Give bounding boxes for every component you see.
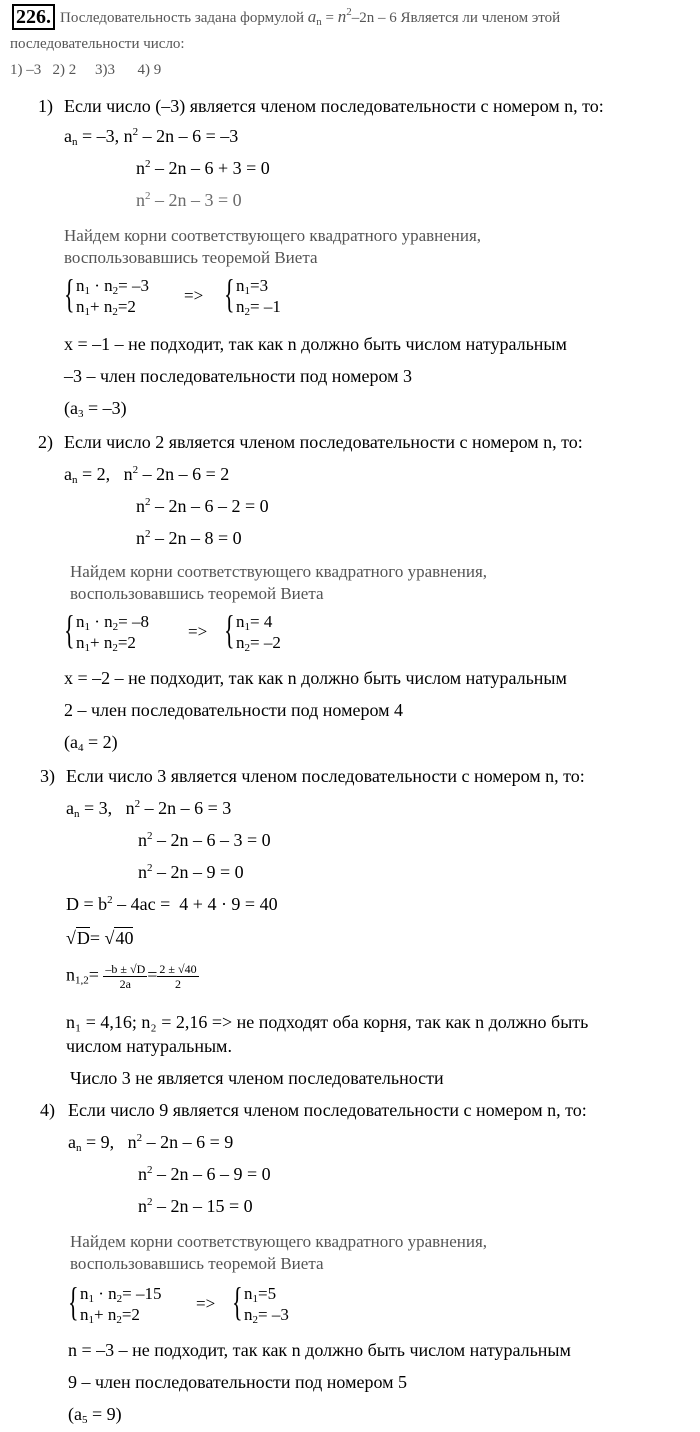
res-sub: 4 [77, 742, 84, 754]
part-4-eq2 [138, 1164, 271, 1185]
part-3-conclusion: Число 3 не является членом последовательности [70, 1068, 444, 1088]
res-post: = 2) [83, 732, 118, 752]
eq-sup: 2 [145, 496, 151, 508]
eq: = [89, 928, 105, 948]
eq-n: n [138, 1196, 147, 1216]
part-3-sqrt-d [66, 928, 133, 949]
val: = –1 [250, 297, 281, 316]
val: = –8 [118, 612, 150, 631]
brace-right: { [224, 607, 235, 652]
n: n [244, 1284, 253, 1303]
eq-post: – 2n – 6 – 3 = 0 [152, 830, 271, 850]
part-3-eq3 [138, 862, 244, 883]
eq-n: n [136, 158, 145, 178]
eq-sup: 2 [147, 830, 153, 842]
eq: = [147, 964, 158, 985]
sub: 1 [88, 1293, 94, 1305]
system-right-1 [244, 1284, 276, 1304]
part-3-roots-formula [66, 962, 199, 991]
plus: + n [94, 1305, 117, 1324]
eq-sup: 2 [132, 464, 139, 476]
part-2-result [64, 732, 118, 753]
brace-right: { [224, 271, 235, 316]
system-line-1 [80, 1284, 162, 1304]
system-right-2 [236, 633, 281, 653]
sub: 1 [84, 642, 90, 654]
arrow: => [184, 286, 204, 305]
eq-sup: 2 [132, 126, 139, 138]
eq-post: – 2n – 6 + 3 = 0 [150, 158, 270, 178]
eq-a: a [68, 1132, 76, 1152]
val: = –3 [118, 276, 150, 295]
part-1-vieta-note-2: воспользовавшись теоремой Виета [64, 248, 318, 267]
eq-post: – 2n – 9 = 0 [152, 862, 244, 882]
eq-sup: 2 [134, 798, 141, 810]
eq-post: – 2n – 6 – 9 = 0 [152, 1164, 271, 1184]
part-2-conclusion: 2 – член последовательности под номером 4 [64, 700, 404, 720]
part-4-reject: n = –3 – не подходит, так как n должно быть числом натуральным [68, 1340, 571, 1360]
res-pre: (a [64, 398, 78, 418]
sub: 2 [112, 285, 119, 297]
eq-a: a [64, 126, 72, 146]
brace-left: { [64, 271, 75, 316]
part-3-eq2 [138, 830, 271, 851]
formula-eq: = [321, 10, 338, 26]
arrow: => [196, 1294, 216, 1313]
denominator: 2a [119, 977, 131, 991]
part-4-eq3 [138, 1196, 253, 1217]
sub: 2 [252, 1314, 258, 1326]
eq-sup: 2 [145, 158, 151, 170]
part-4-vieta-note-1: Найдем корни соответствующего квадратного уравнения, [70, 1232, 488, 1251]
sub: 2 [116, 1293, 123, 1305]
n: n [236, 276, 245, 295]
eq-sup: 2 [147, 1164, 153, 1176]
brace-left: { [64, 607, 75, 652]
mul: · n [94, 612, 113, 631]
eq-sup: 2 [145, 528, 151, 540]
sub: 1 [244, 285, 250, 297]
part-3-label: 3) [40, 766, 55, 786]
mul: · n [94, 276, 113, 295]
denominator: 2 [174, 977, 181, 991]
disc-pre: D = b [66, 894, 108, 914]
n: n [236, 612, 245, 631]
part-1-eq2 [136, 158, 270, 179]
sub: 2 [244, 642, 250, 654]
part-2-intro: Если число 2 является членом последовательности с номером n, то: [64, 432, 583, 452]
res-sub: 5 [81, 1414, 88, 1426]
part-1-result [64, 398, 127, 419]
disc-sup: 2 [107, 894, 113, 906]
val: = 4 [250, 612, 273, 631]
part-2-vieta-note-1: Найдем корни соответствующего квадратного уравнения, [70, 562, 488, 581]
part-1-label: 1) [38, 96, 53, 116]
sub: 2 [112, 306, 118, 318]
eq-sup: 2 [136, 1132, 143, 1144]
sub: 1 [84, 621, 90, 633]
n: n [76, 297, 85, 316]
system-line-2 [76, 297, 136, 317]
eq-post: – 2n – 6 = 2 [138, 464, 230, 484]
sub: 1 [252, 1293, 258, 1305]
eq-sub: n [74, 808, 80, 820]
eq-post: – 2n – 6 = –3 [138, 126, 239, 146]
part-1-reject: x = –1 – не подходит, так как n должно быть числом натуральным [64, 334, 567, 354]
part-3-roots-values-2: числом натуральным. [66, 1036, 232, 1056]
val: =2 [121, 1305, 140, 1324]
arrow: => [188, 622, 208, 641]
eq-n: n [138, 1164, 147, 1184]
brace-right: { [232, 1279, 243, 1324]
sub: 2 [116, 1314, 122, 1326]
eq-mid: = 2, n [77, 464, 133, 484]
radicand: D [76, 928, 90, 948]
val: =2 [117, 633, 136, 652]
system-right-1 [236, 276, 268, 296]
numerator: –b ± √D [105, 962, 146, 976]
part-2-eq1 [64, 464, 229, 485]
eq-post: – 2n – 3 = 0 [150, 190, 242, 210]
n: n [76, 612, 85, 631]
formula-a: a [307, 7, 317, 26]
part-3-discriminant [66, 894, 278, 915]
sub: 1,2 [75, 974, 89, 987]
val: = –3 [258, 1305, 289, 1324]
n: n [80, 1305, 89, 1324]
n: n [236, 297, 245, 316]
system-line-1 [76, 276, 149, 296]
n: n [80, 1284, 89, 1303]
part-2-eq2 [136, 496, 269, 517]
eq-post: – 2n – 8 = 0 [150, 528, 242, 548]
sub: 2 [244, 306, 250, 318]
eq-n: n [136, 528, 145, 548]
system-right-2 [236, 297, 281, 317]
eq-post: – 2n – 6 = 3 [140, 798, 232, 818]
eq-sup: 2 [145, 190, 151, 202]
eq-n: n [138, 830, 147, 850]
val: =3 [250, 276, 269, 295]
radicand: 40 [115, 928, 134, 948]
val: =5 [258, 1284, 277, 1303]
part-3-intro: Если число 3 является членом последовательности с номером n, то: [66, 766, 585, 786]
eq: = [88, 964, 104, 985]
eq-sup: 2 [147, 862, 153, 874]
n: n [76, 633, 85, 652]
res-pre: (a [68, 1404, 82, 1424]
part-1-vieta-note-1: Найдем корни соответствующего квадратного уравнения, [64, 226, 482, 245]
part-2-reject: x = –2 – не подходит, так как n должно быть числом натуральным [64, 668, 567, 688]
part-4-label: 4) [40, 1100, 55, 1120]
sub: 1 [84, 306, 90, 318]
part-4-eq1 [68, 1132, 233, 1153]
val: = –2 [250, 633, 281, 652]
res-post: = –3) [83, 398, 127, 418]
mul: · n [98, 1284, 117, 1303]
brace-left: { [68, 1279, 79, 1324]
n: n [76, 276, 85, 295]
part-1-eq1 [64, 126, 238, 147]
part-1-intro: Если число (–3) является членом последовательности с номером n, то: [64, 96, 604, 116]
statement-text: Последовательность задана формулой [60, 10, 308, 26]
plus: + n [90, 633, 113, 652]
system-right-1 [236, 612, 272, 632]
eq-mid: = 9, n [81, 1132, 137, 1152]
eq-n: n [138, 862, 147, 882]
sub: 2 [112, 642, 118, 654]
numerator: 2 ± √40 [159, 962, 197, 976]
eq-post: – 2n – 6 – 2 = 0 [150, 496, 269, 516]
formula-n: n [337, 7, 347, 26]
eq-post: – 2n – 6 = 9 [142, 1132, 234, 1152]
system-line-2 [80, 1305, 140, 1325]
eq-a: a [66, 798, 74, 818]
fraction-1 [103, 962, 147, 991]
res-pre: (a [64, 732, 78, 752]
part-1-conclusion: –3 – член последовательности под номером 3 [64, 366, 413, 386]
plus: + n [90, 297, 113, 316]
n: n [236, 633, 245, 652]
part-1-eq3 [136, 190, 242, 211]
sub: 1 [88, 1314, 94, 1326]
part-4-vieta-note-2: воспользовавшись теоремой Виета [70, 1254, 324, 1273]
part-4-conclusion: 9 – член последовательности под номером 5 [68, 1372, 408, 1392]
part-2-vieta-note-2: воспользовавшись теоремой Виета [70, 584, 324, 603]
sub: 1 [244, 621, 250, 633]
n: n [244, 1305, 253, 1324]
eq-a: a [64, 464, 72, 484]
system-right-2 [244, 1305, 289, 1325]
val: =2 [117, 297, 136, 316]
statement-line2: последовательности число: [10, 36, 185, 52]
sub: 2 [112, 621, 119, 633]
system-line-2 [76, 633, 136, 653]
part-4-intro: Если число 9 является членом последовательности с номером n, то: [68, 1100, 587, 1120]
n: n [66, 964, 75, 985]
problem-statement [60, 7, 560, 27]
eq-sub: n [72, 474, 78, 486]
fraction-2 [157, 962, 198, 991]
eq-sub: n [76, 1142, 82, 1154]
sqrt-symbol: √40 [104, 928, 134, 948]
formula-sup: 2 [346, 6, 352, 18]
part-3-eq1 [66, 798, 231, 819]
res-post: = 9) [87, 1404, 122, 1424]
eq-mid: = –3, n [77, 126, 133, 146]
sub: 1 [84, 285, 90, 297]
system-line-1 [76, 612, 149, 632]
eq-sub: n [72, 136, 78, 148]
part-2-eq3 [136, 528, 242, 549]
part-2-label: 2) [38, 432, 53, 452]
part-4-result [68, 1404, 122, 1425]
res-sub: 3 [77, 408, 84, 420]
val: = –15 [122, 1284, 162, 1303]
formula-sub: n [316, 16, 322, 28]
formula-rest: –2n – 6 Является ли членом этой [351, 10, 561, 26]
part-3-roots-values: n₁ = 4,16; n₂ = 2,16 => не подходят оба корня, так как n должно быть [66, 1012, 589, 1032]
answer-options: 1) –3 2) 2 3)3 4) 9 [10, 62, 162, 78]
eq-n: n [136, 190, 145, 210]
problem-number: 226. [12, 4, 55, 30]
eq-sup: 2 [147, 1196, 153, 1208]
sqrt-symbol: √D [66, 928, 90, 948]
eq-mid: = 3, n [79, 798, 135, 818]
eq-post: – 2n – 15 = 0 [152, 1196, 253, 1216]
eq-n: n [136, 496, 145, 516]
disc-post: – 4ac = 4 + 4 · 9 = 40 [112, 894, 278, 914]
